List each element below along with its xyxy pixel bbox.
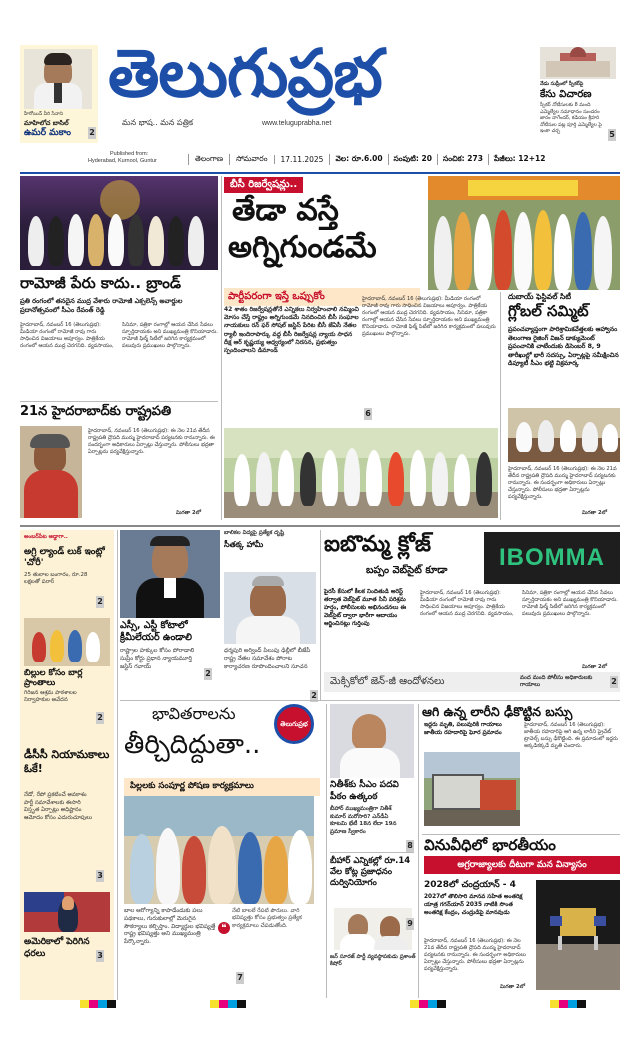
ibomma-body: పైరసీ కేసులో కీలక నిందితుడి అరెస్ట్ తర్వాత వెబ్‌సైట్ మూత సినీ పరిశ్రమ హర్షం, పోలీసులకు అభినందనలు ఈ వెబ్‌సైట్ ద్వారా భారీగా ఆదాయం ఆర్జించినట్లు గుర్తింపు (324, 589, 407, 627)
summit-kicker: దుబాయ్ ఫెస్టివల్ సిటీ (508, 292, 572, 301)
nitish-headline[interactable]: నితీశ్‌కు సీఎం పదవి పీఠం ఉత్కంఠ (330, 780, 399, 802)
education-stamp: తెలుగుప్రభ (274, 704, 314, 744)
bus-headline[interactable]: ఆగి ఉన్న లారీని ఢీకొట్టిన బస్సు (422, 704, 573, 719)
teaser-caption: హీరోయిన్ వీరి సేనాని (24, 112, 64, 117)
ibomma-headline[interactable]: ఐబొమ్మ క్లోజ్ (324, 532, 431, 557)
website[interactable]: www.teluguprabha.net (262, 120, 332, 127)
education-headline-2[interactable]: తీర్చిదిద్దుతా.. (124, 730, 261, 760)
ibomma-text: హైదరాబాద్, నవంబర్ 16 (తెలుగుప్రభ): మీడియా రంగంలో రామోజీ రావు గారు సాధించిన విజయాలు అపూర్వం. పాత్రికేయ రంగంలో ఆయన ముద్ర చెరగనిది. వ్యవసాయం, సినిమా, పత్రికా రంగాల్లో ఆయన చేసిన సేవలు స్ఫూర్తిదాయకం అని ముఖ్యమంత్రి కొనియాడారు. రామోజీ ఫిల్మ్ సిటీలో జరిగిన కార్యక్రమంలో పలువురు ప్రముఖులు పాల్గొన్నారు. (420, 590, 618, 617)
bihar-2-body: జన్ సూరజ్ పార్టీ వ్యవస్థాపకుడు ప్రశాంత్ కిషోర్ (330, 954, 416, 968)
ibomma-continue[interactable]: మిగతా 2లో (582, 664, 607, 670)
supreme-court-photo (540, 47, 616, 79)
bus-accident-photo[interactable] (424, 752, 520, 826)
dateline-bar (188, 148, 620, 170)
dateline-state: తెలంగాణ (188, 154, 229, 165)
arvind-body: ధర్మపురి అర్వింద్ పిలుపు ఢిల్లీలో బీజేపీ రాష్ట్ర నేతల సమావేశం పోరాట కార్యాచరణ రూపొందించాలని సూచన (224, 648, 311, 670)
education-subhead: పిల్లలకు సంపూర్ణ పోషణ కార్యక్రమాలు (124, 778, 320, 796)
award-ceremony-photo[interactable] (20, 176, 218, 270)
page-ref: 2 (611, 677, 617, 686)
summit-continue[interactable]: మిగతా 2లో (582, 510, 607, 516)
page-ref: 3 (97, 951, 103, 960)
bc-rally-photo-top[interactable] (428, 176, 620, 290)
dateline-volume: సంపుటి: 20 (388, 154, 437, 165)
published-cities: Hyderabad, Kurnool, Guntur (88, 158, 157, 164)
bus-body: ఇద్దరు మృతి, పలువురికి గాయాలు జాతీయ రహదారిపై ఘోర ప్రమాదం (424, 722, 502, 736)
ibomma-subhead: బప్పం వెబ్‌సైట్ కూడా (366, 565, 448, 576)
summit-text: హైదరాబాద్, నవంబర్ 16 (తెలుగుప్రభ): ఈ నెల 21వ తేదీన రాష్ట్రపతి ద్రౌపది ముర్ము హైదరాబాద్ పర్యటనకు రానున్నారు. ఈ సందర్భంగా అధికారులు ఏర్పాట్లు చేస్తున్నారు. పోలీసులు భద్రతా ఏర్పాట్లను పర్యవేక్షిస్తున్నారు. (508, 466, 617, 500)
right-teaser-kicker: నేడు సుప్రీంలో స్పీకర్‌పై (540, 81, 584, 87)
right-teaser-headline[interactable]: కేసు విచారణ (540, 89, 592, 100)
tagline: మన భాష.. మన పత్రిక (122, 118, 194, 127)
bc-rally-caption: హైదరాబాద్, నవంబర్ 16 (తెలుగుప్రభ): మీడియా రంగంలో రామోజీ రావు గారు సాధించిన విజయాలు అపూర్వం. పాత్రికేయ రంగంలో ఆయన ముద్ర చెరగనిది. వ్యవసాయం, సినిమా, పత్రికా రంగాల్లో ఆయన చేసిన సేవలు స్ఫూర్తిదాయకం అని ముఖ్యమంత్రి కొనియాడారు. రామోజీ ఫిల్మ్ సిటీలో జరిగిన కార్యక్రమంలో పలువురు ప్రముఖులు పాల్గొన్నారు. (362, 296, 496, 337)
page-ref: 2 (97, 597, 103, 606)
president-photo[interactable] (20, 426, 82, 518)
teaser-headline[interactable]: ఉమర్ మకాం (24, 128, 71, 138)
lead-left-body: హైదరాబాద్, నవంబర్ 16 (తెలుగుప్రభ): మీడియా రంగంలో రామోజీ రావు గారు సాధించిన విజయాలు అపూర్వం. పాత్రికేయ రంగంలో ఆయన ముద్ర చెరగనిది. వ్యవసాయం, సినిమా, పత్రికా రంగాల్లో ఆయన చేసిన సేవలు స్ఫూర్తిదాయకం అని ముఖ్యమంత్రి కొనియాడారు. రామోజీ ఫిల్మ్ సిటీలో జరిగిన కార్యక్రమంలో పలువురు ప్రముఖులు పాల్గొన్నారు. (20, 322, 218, 349)
page-ref: 5 (609, 130, 615, 139)
bus-text: హైదరాబాద్, నవంబర్ 16 (తెలుగుప్రభ): జాతీయ రహదారిపై ఆగి ఉన్న లారీని ప్రైవేట్ ట్రావెల్స్ బస్సు ఢీకొట్టింది. ఈ ప్రమాదంలో ఇద్దరు అక్కడికక్కడే మృతి చెందారు. (524, 722, 618, 749)
education-headline-1[interactable]: భావితరాలను (152, 704, 236, 723)
lead-center-headline-1[interactable]: తేడా వస్తే (232, 193, 339, 228)
president-continue[interactable]: మిగతా 2లో (176, 510, 201, 516)
dateline-date: 17.11.2025 (274, 155, 330, 164)
space-banner: అగ్రరాజ్యాలకు దీటుగా మన విన్యాసం (424, 856, 620, 874)
brief-2-body: గిరిజన ఆశ్రమ పాఠశాలల నిర్వాహకుల ఆవేదన (24, 690, 77, 703)
space-body: 2027లో తొలిసారి మానవ సహిత అంతరిక్ష యాత్ర గగన్‌యాన్ 2035 నాటికి సొంత అంతరిక్ష కేంద్రం, చంద్రుడిపై మానవుడు (424, 894, 523, 916)
lead-center-body: 42 శాతం రిజర్వేషన్లతోనే ఎన్నికలు నిర్వహించాలి నమ్మించి మోసం చేస్తే రాష్ట్రం అగ్నిగుండమే నినదించిన బీసీ సంఘాల నాయకులు రన్ ఫర్ సోషల్ జస్టిస్ పేరిట బీసీ జేఏసీ నేతల ర్యాలీ ఇందిరాపార్కు వద్ద బీసీ రిజర్వేషన్ల న్యాయ సాధన దీక్ష ఆర్ కృష్ణయ్య ఆధ్వర్యంలో నిరసన, ప్రభుత్వం స్పందించాలని డిమాండ్ (224, 306, 359, 355)
page-ref: 9 (407, 919, 413, 928)
brief-2-headline[interactable]: బిల్లుల కోసం బార్ల ప్రాంతాలు (24, 668, 83, 688)
nitish-body: బీహార్ ముఖ్యమంత్రిగా నితీశ్ కుమార్ మరోసారి? ఎన్‌డీఏ కూటమి భేటీ 18న లేదా 19న ప్రమాణ స్వీకారం (330, 806, 397, 835)
dateline-day: సోమవారం (229, 154, 273, 165)
space-continue[interactable]: మిగతా 2లో (500, 984, 525, 990)
children-classroom-photo[interactable] (124, 796, 314, 904)
lead-left-headline[interactable]: రామోజీ పేరు కాదు.. బ్రాండ్ (20, 274, 181, 292)
page-ref: 2 (97, 713, 103, 722)
bc-run-photo[interactable] (224, 428, 498, 518)
lunar-lander-photo[interactable] (536, 880, 620, 990)
published-label: Published from: (110, 151, 149, 157)
prashant-kishor-photo[interactable] (334, 908, 412, 950)
left-teaser-box[interactable] (20, 45, 98, 143)
page-ref: 2 (311, 691, 317, 700)
lead-center-headline-2[interactable]: అగ్నిగుండమే (228, 230, 377, 265)
summit-headline[interactable]: గ్లోబల్ సమ్మిట్ (508, 302, 589, 320)
president-body: హైదరాబాద్, నవంబర్ 16 (తెలుగుప్రభ): ఈ నెల 21వ తేదీన రాష్ట్రపతి ద్రౌపది ముర్ము హైదరాబాద్ పర్యటనకు రానున్నారు. ఈ సందర్భంగా అధికారులు ఏర్పాట్లు చేస్తున్నారు. పోలీసులు భద్రతా ఏర్పాట్లను పర్యవేక్షిస్తున్నారు. (88, 428, 215, 455)
brief-4-headline[interactable]: అమెరికాలో పెరిగిన ధరలు (24, 937, 90, 959)
brief-3-headline[interactable]: డీసీసీ నియామకాలు ఓకే! (24, 748, 110, 775)
page-ref: 7 (237, 973, 243, 982)
seethakka-headline[interactable]: సీతక్క హామీ (224, 540, 264, 549)
trump-photo[interactable] (24, 892, 110, 932)
space-text: హైదరాబాద్, నవంబర్ 16 (తెలుగుప్రభ): ఈ నెల 21వ తేదీన రాష్ట్రపతి ద్రౌపది ముర్ము హైదరాబాద్ పర్యటనకు రానున్నారు. ఈ సందర్భంగా అధికారులు ఏర్పాట్లు చేస్తున్నారు. పోలీసులు భద్రతా ఏర్పాట్లను పర్యవేక్షిస్తున్నారు. (424, 938, 526, 972)
judge-headline[interactable]: ఎస్సీ, ఎస్టీ కోటాలో క్రీమీలేయర్ ఉండాలి (120, 620, 192, 643)
dateline-pages: పేజీలు: 12+12 (488, 154, 551, 165)
bihar-2-headline[interactable]: బీహార్ ఎన్నికల్లో రూ.14 వేల కోట్ల ప్రజాధనం దుర్వినియోగం (330, 856, 411, 888)
lead-center-kicker: బీసీ రిజర్వేషన్లు.. (224, 177, 303, 193)
summit-meeting-photo[interactable] (508, 408, 620, 462)
teaser-kicker: మాహిలోచ బాసిల్ (24, 119, 69, 127)
nitish-photo[interactable] (330, 704, 414, 778)
summit-body: ప్రపంచవ్యాప్తంగా పారిశ్రామికవేత్తలకు ఆహ్వానం తెలంగాణ రైజింగ్ విజన్ డాక్యుమెంట్ ప్రపంచానికి చాటేందుకు డిసెంబర్ 8, 9 తారీఖుల్లో భారీ సదస్సు, ఏర్పాట్లపై సమీక్షించిన డిప్యూటీ సీఎం భట్టి విక్రమార్క (508, 326, 619, 368)
mexico-strip[interactable] (324, 672, 620, 692)
education-body: బాల ఆరోగ్యాన్ని కాపాడేందుకు పలు పథకాలు, గురుకులాల్లో మెరుగైన సౌకర్యాలు కల్పిస్తాం. విద్యార్థుల భవిష్యత్తే రాష్ట్ర భవిష్యత్తు అని ముఖ్యమంత్రి పేర్కొన్నారు. (124, 908, 216, 946)
lead-left-subhead: ప్రతి రంగంలో తనదైన ముద్ర వేశారు రామోజీ ఎక్సలెన్స్ అవార్డుల ప్రదానోత్సవంలో సీఎం రేవంత్ రెడ్డి (20, 297, 183, 314)
teaser-portrait (24, 49, 92, 109)
right-teaser-body: స్పీకర్ నోటీసులకు 8 మంది ఎమ్మెల్యేల సమాధానం సుందరం జారం నాగేందర్, కడియం శ్రీహరి నోటీసుల పట్ల పూర్తి ఎమ్మెల్యేల పై ఇంకా చర్చ (540, 102, 602, 134)
mexico-headline: మెక్సికోలో జెన్-జీ ఆందోళనలు (330, 676, 445, 687)
tribal-school-photo[interactable] (24, 618, 110, 666)
page-ref: 3 (97, 871, 103, 880)
judge-body: రాష్ట్రాల హక్కుల కోసం పోరాడాలి సుప్రీం కోర్టు ప్రధాన న్యాయమూర్తి జస్టిస్ గవాయ్ (120, 648, 195, 670)
masthead-rule (20, 172, 620, 174)
president-headline[interactable]: 21న హైదరాబాద్‌కు రాష్ట్రపతి (20, 404, 172, 419)
seethakka-kicker: బాలికల విద్యపై ప్రత్యేక దృష్టి (224, 530, 285, 536)
registration-marks (20, 1000, 620, 1010)
space-subhead: 2028లో చంద్రయాన్ - 4 (424, 880, 516, 890)
arvind-photo[interactable] (224, 572, 316, 644)
dateline-price: వెల: రూ.6.00 (329, 154, 387, 165)
space-headline[interactable]: వినువీధిలో భారతీయం (424, 836, 556, 854)
page-ref: 2 (205, 669, 211, 678)
dateline-issue: సంచిక: 273 (437, 154, 488, 165)
mexico-body: వంద మంది పోలీసు అధికారులకు గాయాలు (520, 675, 593, 688)
newspaper-logo[interactable]: తెలుగుప్రభ (108, 35, 382, 112)
education-quote: నేటి బాలలే రేపటి పౌరులు. వారి భవిష్యత్తు కోసం ప్రభుత్వం ప్రత్యేక కార్యక్రమాలు చేపడుతోంది. (232, 908, 302, 929)
page-ref: 2 (89, 128, 95, 137)
brief-body: 25 తులాల బంగారం, రూ.28 లక్షలతో పరార్ (24, 572, 88, 585)
ibomma-logo: IBOMMA (484, 532, 620, 584)
quote-icon: ❝ (218, 922, 230, 934)
page-ref: 8 (407, 841, 413, 850)
brief-headline[interactable]: అగ్రి ల్యాండ్ లుక్ ఇంట్లో 'చోరీ' (24, 547, 105, 568)
lead-center-subhead: పార్టీపరంగా ఇస్తే ఒప్పుకోం (224, 288, 420, 306)
chief-justice-photo[interactable] (120, 530, 220, 618)
brief-3-body: నేడో, రేపో ప్రకటించే అవకాశం పార్టీ సమావేశాలకు ఈసారి విస్తృత ఏర్పాట్లు అధిష్టానం ఆమోదం కోసం ఎదురుచూపులు (24, 792, 93, 821)
right-teaser-box[interactable] (536, 45, 620, 145)
page-ref: 6 (365, 409, 371, 418)
brief-kicker: అంబర్‌పేట అడ్డాగా.. (24, 534, 68, 540)
